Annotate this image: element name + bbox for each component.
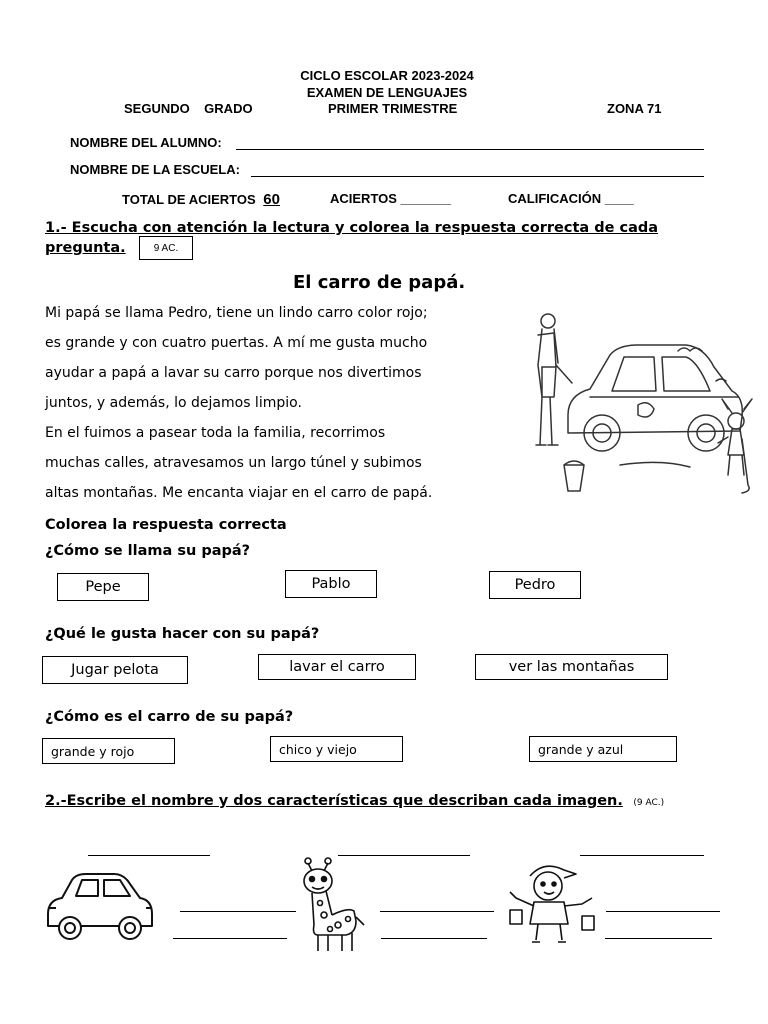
answer-option-jugar-pelota[interactable]: Jugar pelota: [42, 656, 188, 684]
student-name-line[interactable]: [236, 148, 704, 150]
story-line: juntos, y además, lo dejamos limpio.: [45, 395, 302, 411]
section1-instruction: 1.- Escucha con atención la lectura y colorea la respuesta correcta de cada: [45, 220, 659, 236]
answer-option-ver-montanas[interactable]: ver las montañas: [475, 654, 668, 680]
trait-line-giraffe-1[interactable]: [380, 910, 494, 912]
zone-label: ZONA 71: [607, 101, 662, 116]
hits-field[interactable]: ACIERTOS _______: [330, 191, 452, 206]
trait-line-child-2[interactable]: [605, 937, 712, 939]
story-line: ayudar a papá a lavar su carro porque nos divertimos: [45, 365, 422, 381]
trait-line-car-2[interactable]: [173, 937, 287, 939]
car-drawing: [42, 868, 157, 948]
trait-line-child-1[interactable]: [606, 910, 720, 912]
school-cycle: CICLO ESCOLAR 2023-2024: [300, 68, 474, 83]
trait-line-car-1[interactable]: [180, 910, 296, 912]
color-instruction: Colorea la respuesta correcta: [45, 517, 287, 533]
giraffe-drawing: [298, 855, 380, 955]
section2-instruction-row: [45, 792, 664, 810]
score-box: 9 AC.: [139, 236, 193, 260]
story-text: [45, 305, 535, 515]
answer-option-pablo[interactable]: Pablo: [285, 570, 377, 598]
answer-option-pedro[interactable]: Pedro: [489, 571, 581, 599]
grade-label: SEGUNDO GRADO: [124, 101, 253, 116]
section2-instruction: 2.-Escribe el nombre y dos características que describan cada imagen.: [45, 793, 623, 809]
car-washing-illustration: [528, 305, 760, 505]
child-drawing: [504, 858, 600, 948]
story-title: El carro de papá.: [293, 272, 466, 293]
answer-option-chico-viejo[interactable]: chico y viejo: [270, 736, 403, 762]
answer-option-grande-azul[interactable]: grande y azul: [529, 736, 677, 762]
answer-option-lavar-carro[interactable]: lavar el carro: [258, 654, 416, 680]
story-line: En el fuimos a pasear toda la familia, recorrimos: [45, 425, 386, 441]
story-line: Mi papá se llama Pedro, tiene un lindo carro color rojo;: [45, 305, 428, 321]
total-hits-label: [122, 191, 280, 208]
grade-field[interactable]: CALIFICACIÓN ____: [508, 191, 634, 206]
trait-line-giraffe-2[interactable]: [381, 937, 487, 939]
section2-score-note: (9 AC.): [633, 798, 665, 808]
student-name-label: NOMBRE DEL ALUMNO:: [70, 135, 222, 150]
name-line-car[interactable]: [88, 854, 210, 856]
school-name-line[interactable]: [251, 175, 704, 177]
question-1: ¿Cómo se llama su papá?: [45, 543, 251, 559]
total-hits-value: 60: [263, 191, 280, 208]
total-hits-text: TOTAL DE ACIERTOS: [122, 192, 256, 207]
story-line: es grande y con cuatro puertas. A mí me gusta mucho: [45, 335, 428, 351]
answer-option-grande-rojo[interactable]: grande y rojo: [42, 738, 175, 764]
name-line-child[interactable]: [580, 854, 704, 856]
story-line: altas montañas. Me encanta viajar en el carro de papá.: [45, 485, 433, 501]
term-label: PRIMER TRIMESTRE: [328, 101, 458, 116]
exam-title: EXAMEN DE LENGUAJES: [306, 85, 468, 100]
section1-instruction-cont: pregunta.: [45, 240, 126, 256]
question-3: ¿Cómo es el carro de su papá?: [45, 709, 294, 725]
question-2: ¿Qué le gusta hacer con su papá?: [45, 626, 320, 642]
answer-option-pepe[interactable]: Pepe: [57, 573, 149, 601]
story-line: muchas calles, atravesamos un largo túnel y subimos: [45, 455, 422, 471]
school-name-label: NOMBRE DE LA ESCUELA:: [70, 162, 240, 177]
